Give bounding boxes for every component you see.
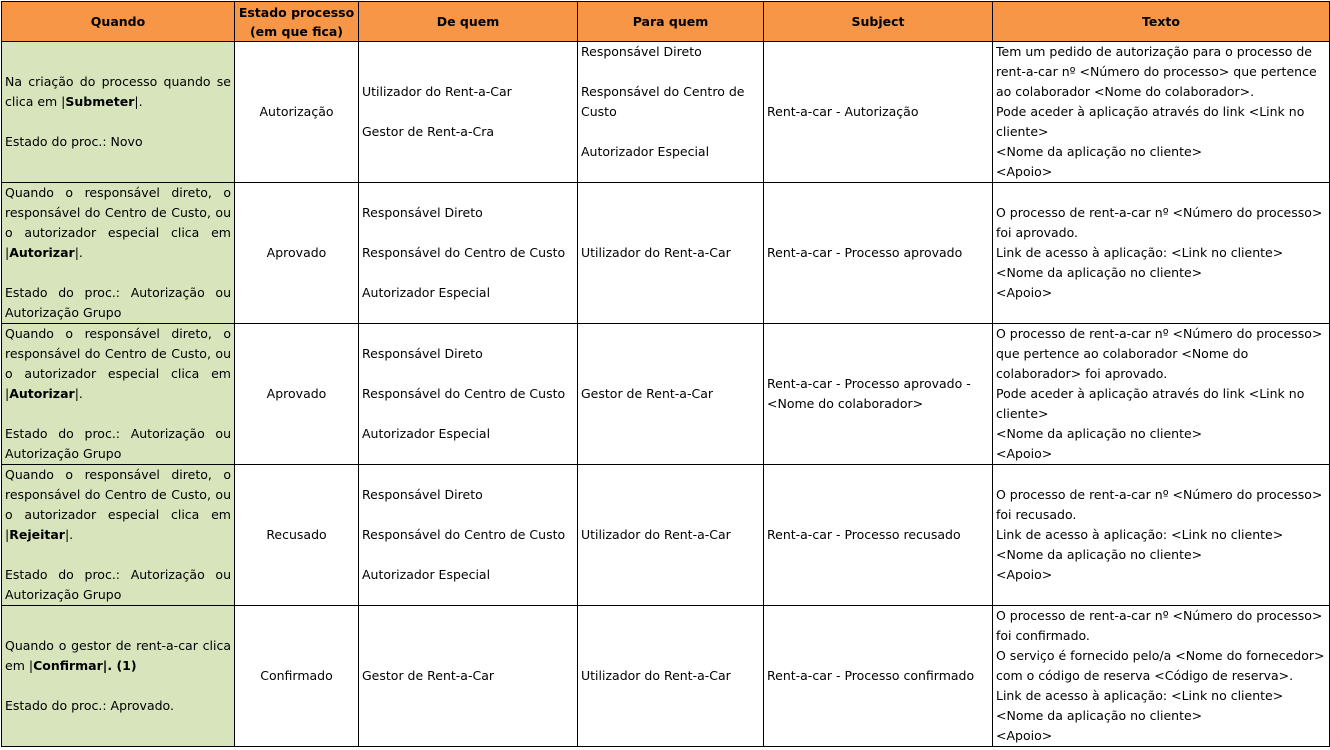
cell-from: Responsável Direto Responsável do Centro de Custo Autorizador Especial (359, 324, 578, 465)
cell-when (2, 42, 235, 183)
header-subject: Subject (764, 2, 993, 42)
action-keyword: Rejeitar (9, 527, 65, 542)
cell-to: Gestor de Rent-a-Car (578, 324, 764, 465)
table-row (2, 324, 1330, 465)
when-state: Estado do proc.: Autorização ou Autorização Grupo (5, 567, 231, 602)
action-keyword: Autorizar (9, 245, 75, 260)
header-state: Estado processo (em que fica) (235, 2, 359, 42)
when-condition: Quando o responsável direto, o responsável do Centro de Custo, ou o autorizador especial clica em |Autorizar|. (5, 185, 231, 260)
cell-text: O processo de rent-a-car nº <Número do processo> foi confirmado. O serviço é fornecido pelo/a <Nome do fornecedor> com o código de reserva <Código de reserva>. Link de acesso à aplicação: <Link no cliente> <Nome da aplicação no cliente> <Apoio> (993, 606, 1330, 747)
cell-state: Aprovado (235, 324, 359, 465)
when-condition: Na criação do processo quando se clica em |Submeter|. (5, 74, 231, 109)
cell-text: O processo de rent-a-car nº <Número do processo> foi aprovado. Link de acesso à aplicação: <Link no cliente> <Nome da aplicação no cliente> <Apoio> (993, 183, 1330, 324)
cell-state: Autorização (235, 42, 359, 183)
cell-from: Responsável Direto Responsável do Centro de Custo Autorizador Especial (359, 183, 578, 324)
cell-subject: Rent-a-car - Processo recusado (764, 465, 993, 606)
cell-state: Confirmado (235, 606, 359, 747)
action-keyword: Confirmar (33, 658, 103, 673)
when-state: Estado do proc.: Novo (5, 134, 143, 149)
cell-to: Utilizador do Rent-a-Car (578, 606, 764, 747)
cell-subject: Rent-a-car - Processo aprovado - <Nome do colaborador> (764, 324, 993, 465)
cell-when (2, 606, 235, 747)
header-text: Texto (993, 2, 1330, 42)
table-row (2, 465, 1330, 606)
when-state: Estado do proc.: Autorização ou Autorização Grupo (5, 426, 231, 461)
notification-table (1, 1, 1330, 747)
when-condition: Quando o responsável direto, o responsável do Centro de Custo, ou o autorizador especial clica em |Rejeitar|. (5, 467, 231, 542)
header-when: Quando (2, 2, 235, 42)
cell-state: Recusado (235, 465, 359, 606)
header-row (2, 2, 1330, 42)
cell-from: Responsável Direto Responsável do Centro de Custo Autorizador Especial (359, 465, 578, 606)
when-condition: Quando o responsável direto, o responsável do Centro de Custo, ou o autorizador especial clica em |Autorizar|. (5, 326, 231, 401)
cell-when (2, 465, 235, 606)
action-keyword: Submeter (65, 94, 135, 109)
action-keyword: Autorizar (9, 386, 75, 401)
cell-to: Utilizador do Rent-a-Car (578, 183, 764, 324)
header-from: De quem (359, 2, 578, 42)
table-row (2, 183, 1330, 324)
table-row (2, 42, 1330, 183)
table-row (2, 606, 1330, 747)
cell-subject: Rent-a-car - Autorização (764, 42, 993, 183)
cell-text: O processo de rent-a-car nº <Número do processo> que pertence ao colaborador <Nome do colaborador> foi aprovado. Pode aceder à aplicação através do link <Link no cliente> <Nome da aplicação no cliente> <Apoio> (993, 324, 1330, 465)
cell-text: Tem um pedido de autorização para o processo de rent-a-car nº <Número do processo> que pertence ao colaborador <Nome do colaborador>. Pode aceder à aplicação através do link <Link no cliente> <Nome da aplicação no cliente> <Apoio> (993, 42, 1330, 183)
cell-from: Utilizador do Rent-a-Car Gestor de Rent-a-Cra (359, 42, 578, 183)
header-to: Para quem (578, 2, 764, 42)
cell-from: Gestor de Rent-a-Car (359, 606, 578, 747)
cell-when (2, 183, 235, 324)
when-condition: Quando o gestor de rent-a-car clica em |Confirmar|. (1) (5, 638, 231, 673)
when-state: Estado do proc.: Aprovado. (5, 698, 174, 713)
cell-subject: Rent-a-car - Processo aprovado (764, 183, 993, 324)
cell-subject: Rent-a-car - Processo confirmado (764, 606, 993, 747)
cell-when (2, 324, 235, 465)
when-state: Estado do proc.: Autorização ou Autorização Grupo (5, 285, 231, 320)
cell-to: Responsável Direto Responsável do Centro de Custo Autorizador Especial (578, 42, 764, 183)
cell-state: Aprovado (235, 183, 359, 324)
cell-to: Utilizador do Rent-a-Car (578, 465, 764, 606)
cell-text: O processo de rent-a-car nº <Número do processo> foi recusado. Link de acesso à aplicação: <Link no cliente> <Nome da aplicação no cliente> <Apoio> (993, 465, 1330, 606)
